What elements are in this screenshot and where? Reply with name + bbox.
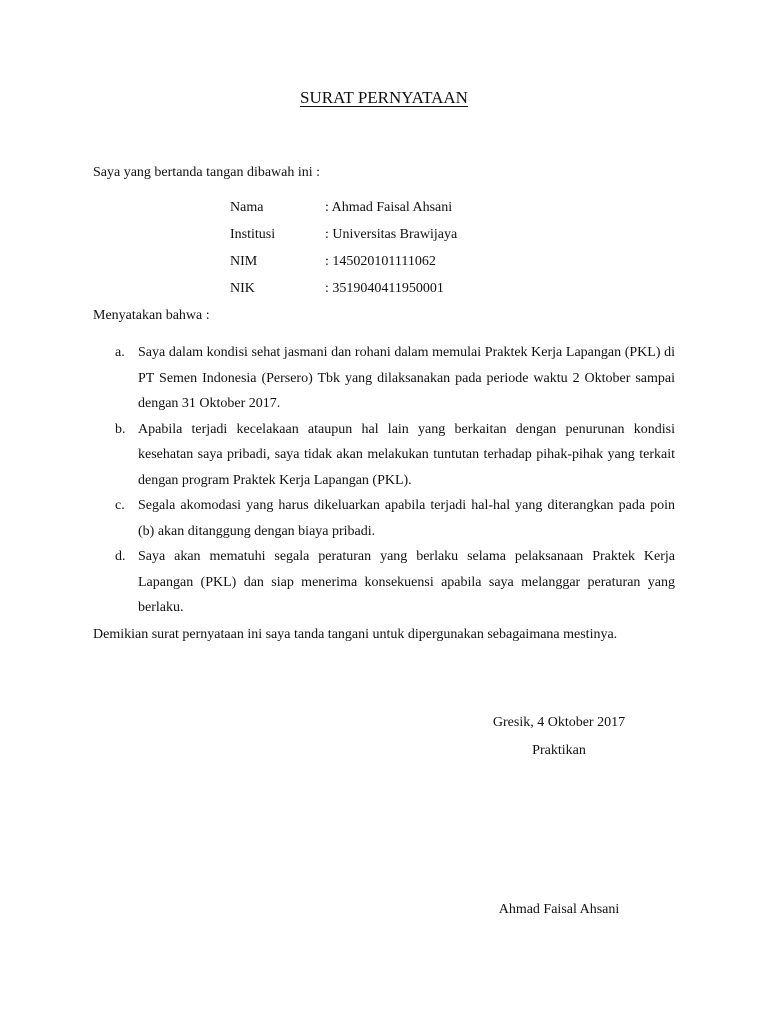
statement-text: Apabila terjadi kecelakaan ataupun hal lain yang berkaitan dengan penurunan kondisi kesehatan saya pribadi, saya tidak akan melakukan tuntutan terhadap pihak-pihak yang terkait dengan program Praktek Kerja Lapangan (PKL). (138, 421, 675, 488)
statement-item (115, 493, 675, 544)
signature-name: Ahmad Faisal Ahsani (498, 902, 620, 917)
identity-row-nama (230, 199, 457, 226)
signature-role: Praktikan (532, 743, 586, 758)
identity-value: : Ahmad Faisal Ahsani (325, 200, 453, 215)
document-title-text: SURAT PERNYATAAN (300, 88, 468, 107)
statement-list (115, 340, 675, 621)
identity-value: : Universitas Brawijaya (325, 227, 458, 242)
identity-label: Institusi (230, 227, 276, 242)
identity-table (230, 199, 457, 307)
identity-value: : 3519040411950001 (325, 281, 444, 296)
identity-value: : 145020101111062 (325, 254, 436, 269)
statement-text: Saya dalam kondisi sehat jasmani dan rohani dalam memulai Praktek Kerja Lapangan (PKL) di PT Semen Indonesia (Persero) Tbk yang dilaksanakan pada periode waktu 2 Oktober sampai dengan 31 Oktober 2017. (138, 345, 675, 411)
statement-text: Segala akomodasi yang harus dikeluarkan apabila terjadi hal-hal yang diterangkan pada poin (b) akan ditanggung dengan biaya pribadi. (138, 498, 675, 539)
identity-row-nim (230, 253, 457, 280)
statement-marker: b. (115, 421, 126, 437)
intro-text: Saya yang bertanda tangan dibawah ini : (93, 165, 321, 180)
statement-item (115, 340, 675, 417)
document-title (0, 87, 768, 109)
statement-marker: a. (115, 345, 125, 360)
identity-label: Nama (230, 200, 264, 215)
identity-row-nik (230, 280, 457, 307)
statement-intro: Menyatakan bahwa : (93, 308, 210, 323)
statement-marker: d. (115, 549, 126, 564)
identity-label: NIK (230, 281, 255, 296)
statement-marker: c. (115, 498, 125, 513)
statement-item (115, 417, 675, 494)
identity-label: NIM (230, 254, 258, 269)
signature-place-date: Gresik, 4 Oktober 2017 (492, 715, 626, 730)
identity-row-institusi (230, 226, 457, 253)
statement-text: Saya akan mematuhi segala peraturan yang berlaku selama pelaksanaan Praktek Kerja Lapangan (PKL) dan siap menerima konsekuensi apabila saya melanggar peraturan yang berlaku. (138, 549, 675, 615)
statement-item (115, 544, 675, 621)
closing-text: Demikian surat pernyataan ini saya tanda tangani untuk dipergunakan sebagaimana mestinya. (93, 627, 618, 642)
